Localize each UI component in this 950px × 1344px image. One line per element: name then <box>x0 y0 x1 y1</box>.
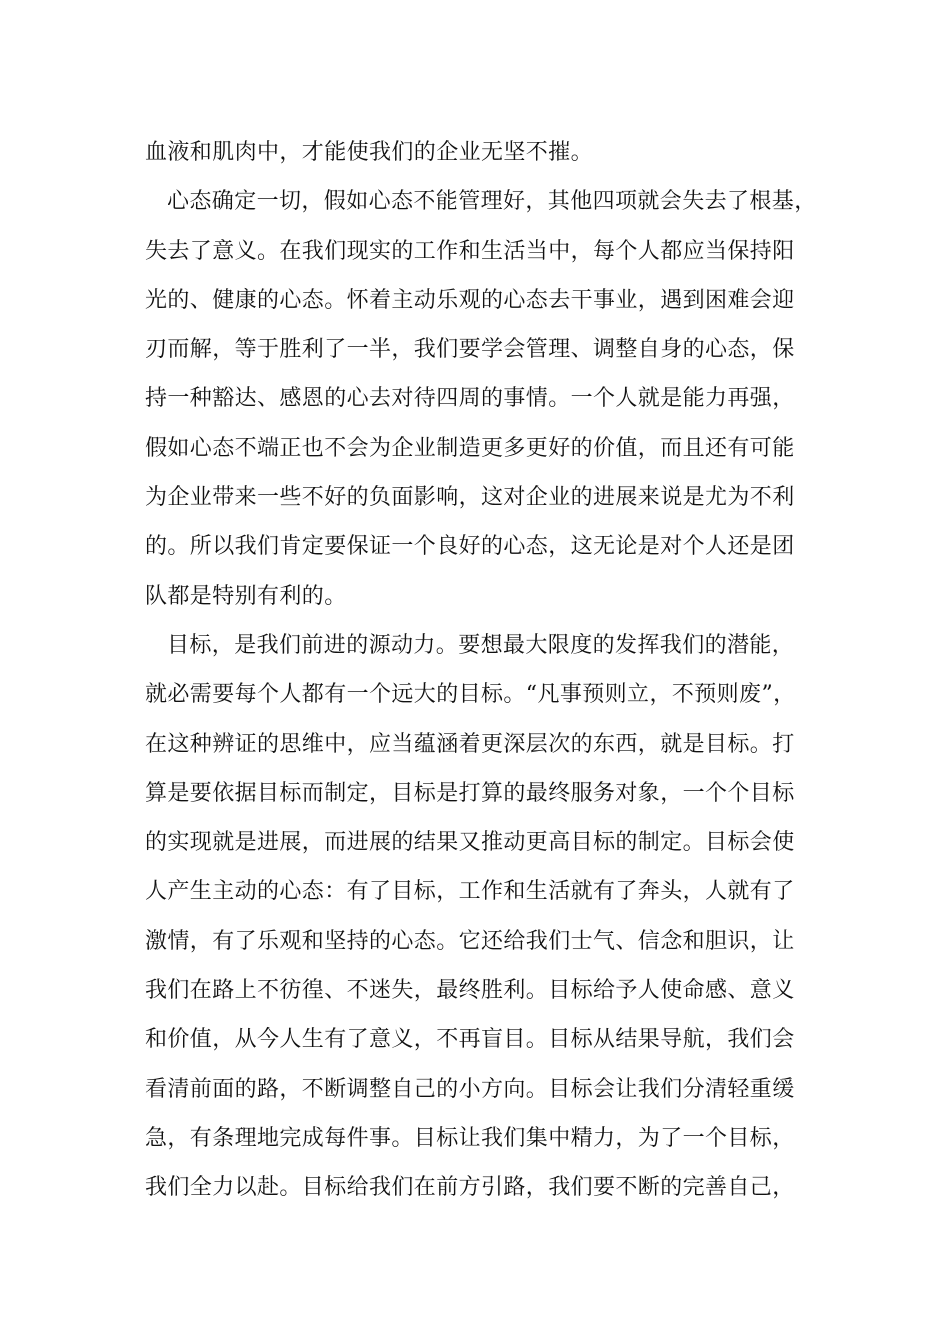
text-line: 的实现就是进展，而进展的结果又推动更高目标的制定。目标会使 <box>145 830 795 856</box>
text-line: 为企业带来一些不好的负面影响，这对企业的进展来说是尤为不利 <box>145 485 795 511</box>
text-line: 血液和肌肉中，才能使我们的企业无坚不摧。 <box>145 140 594 165</box>
text-line: 急，有条理地完成每件事。目标让我们集中精力，为了一个目标， <box>145 1125 795 1151</box>
text-line: 光的、健康的心态。怀着主动乐观的心态去干事业，遇到困难会迎 <box>145 287 795 313</box>
text-line: 和价值，从今人生有了意义，不再盲目。目标从结果导航，我们会 <box>145 1027 795 1053</box>
text-line: 心态确定一切，假如心态不能管理好，其他四项就会失去了根基， <box>167 189 817 215</box>
text-line: 激情，有了乐观和坚持的心态。它还给我们士气、信念和胆识，让 <box>145 928 795 954</box>
text-line: 看清前面的路，不断调整自己的小方向。目标会让我们分清轻重缓 <box>145 1076 795 1102</box>
text-line: 刃而解，等于胜利了一半，我们要学会管理、调整自身的心态，保 <box>145 337 795 363</box>
text-line: 在这种辨证的思维中，应当蕴涵着更深层次的东西，就是目标。打 <box>145 731 795 757</box>
text-line: 目标，是我们前进的源动力。要想最大限度的发挥我们的潜能， <box>167 632 795 658</box>
text-line: 假如心态不端正也不会为企业制造更多更好的价值，而且还有可能 <box>145 435 795 461</box>
body-text <box>145 128 825 1213</box>
text-line: 失去了意义。在我们现实的工作和生活当中，每个人都应当保持阳 <box>145 238 795 264</box>
text-line: 我们全力以赴。目标给我们在前方引路，我们要不断的完善自己， <box>145 1175 795 1201</box>
text-line: 人产生主动的心态：有了目标，工作和生活就有了奔头，人就有了 <box>145 879 795 905</box>
text-line: 的。所以我们肯定要保证一个良好的心态，这无论是对个人还是团 <box>145 534 795 560</box>
text-line: 就必需要每个人都有一个远大的目标。“凡事预则立，不预则废”， <box>145 682 796 708</box>
text-line: 算是要依据目标而制定，目标是打算的最终服务对象，一个个目标 <box>145 780 795 806</box>
text-line: 队都是特别有利的。 <box>145 583 347 609</box>
text-line: 持一种豁达、感恩的心去对待四周的事情。一个人就是能力再强， <box>145 386 795 412</box>
text-line: 我们在路上不彷徨、不迷失，最终胜利。目标给予人使命感、意义 <box>145 978 795 1004</box>
